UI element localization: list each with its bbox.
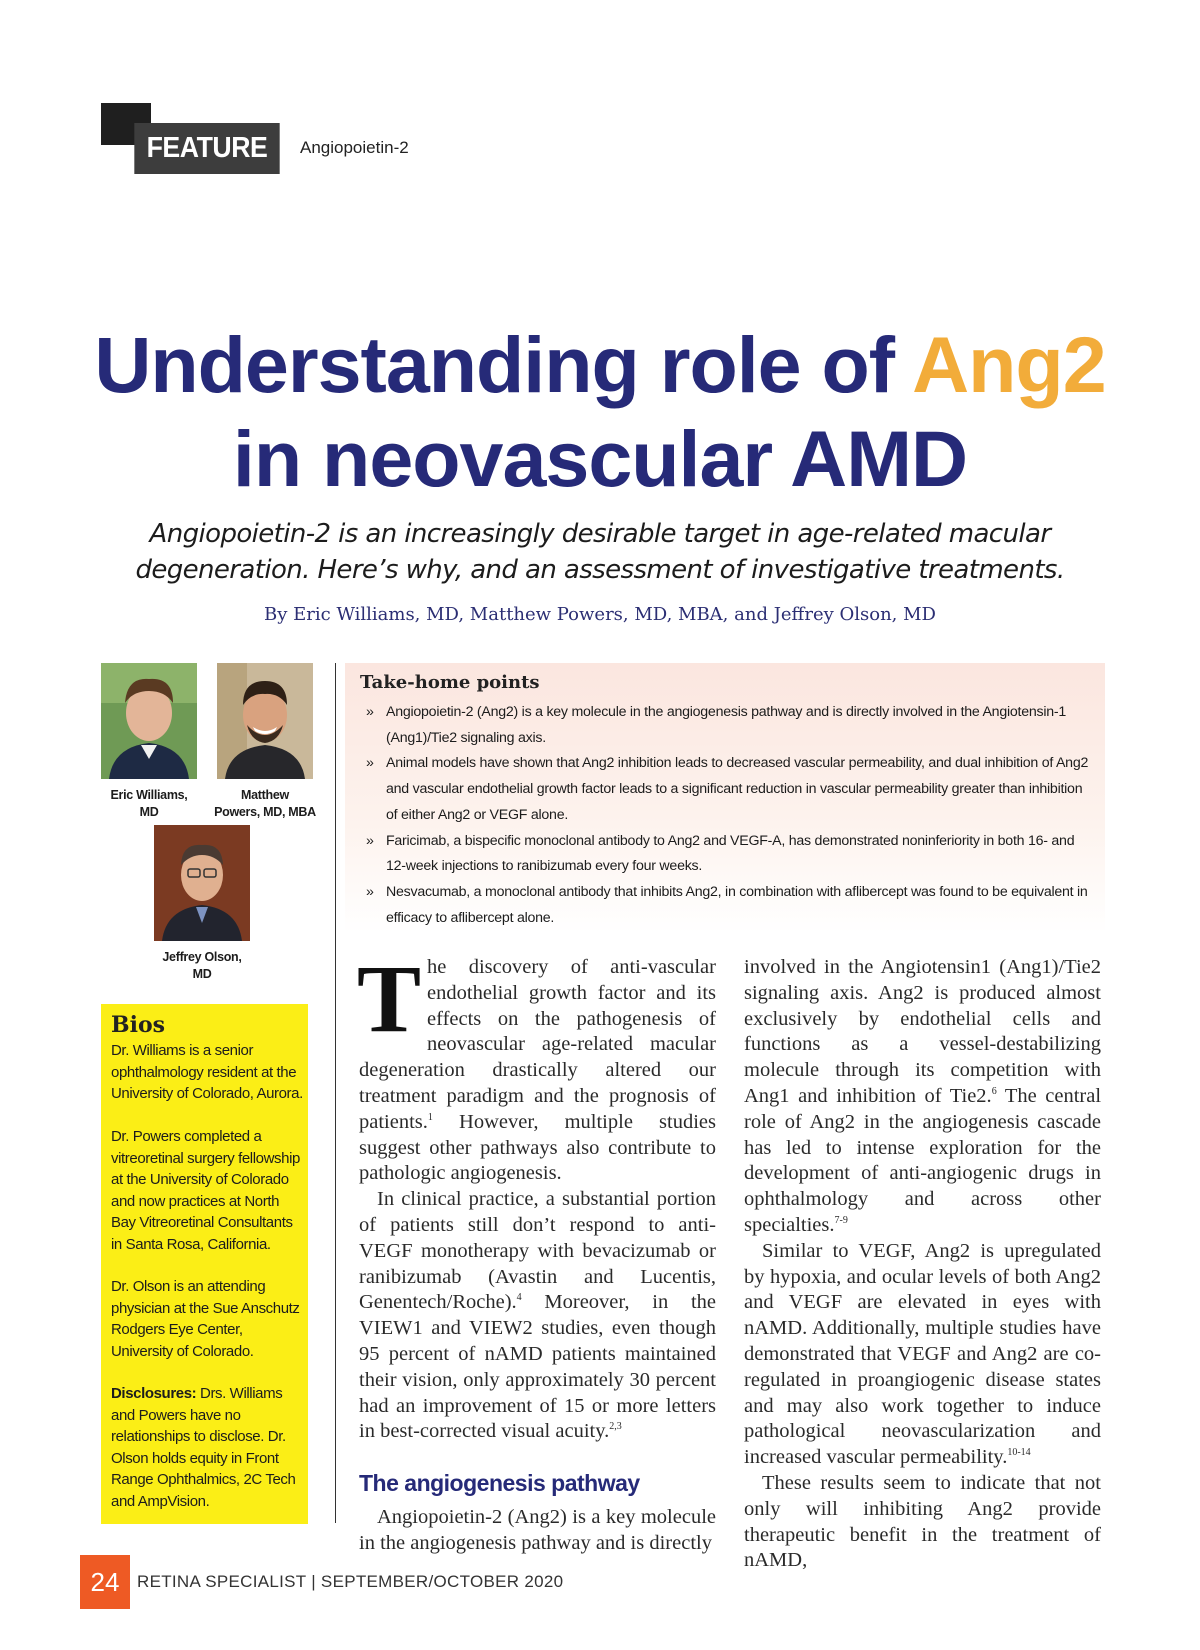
takehome-title: Take-home points bbox=[360, 672, 540, 693]
page-number: 24 bbox=[80, 1555, 130, 1609]
disclosures-text: Drs. Williams and Powers have no relationships to disclose. Dr. Olson holds equity in Front Range Ophthalmics, 2C Tech and AmpVision. bbox=[111, 1385, 296, 1510]
section-topic: Angiopoietin-2 bbox=[300, 138, 409, 157]
title-part1: Understanding role of bbox=[94, 320, 913, 409]
byline: By Eric Williams, MD, Matthew Powers, MD, MBA, and Jeffrey Olson, MD bbox=[264, 604, 936, 625]
author-caption-powers: Matthew Powers, MD, MBA bbox=[214, 788, 316, 819]
column-divider bbox=[335, 663, 336, 1523]
article-deck: Angiopoietin-2 is an increasingly desirable target in age-related macular degeneration. Here’s why, and an assessment of investigative treatments. bbox=[135, 519, 1065, 585]
bio-williams: Dr. Williams is a senior ophthalmology resident at the University of Colorado, Aurora. bbox=[111, 1042, 303, 1102]
body-paragraph: Angiopoietin-2 (Ang2) is a key molecule in the angiogenesis pathway and is directly bbox=[359, 1506, 716, 1554]
title-accent: Ang2 bbox=[912, 320, 1106, 409]
bio-powers: Dr. Powers completed a vitreoretinal surgery fellowship at the University of Colorado and now practices at North Bay Vitreoretinal Consultants in Santa Rosa, California. bbox=[111, 1128, 300, 1253]
publication-footer: RETINA SPECIALIST | SEPTEMBER/OCTOBER 2020 bbox=[137, 1572, 564, 1591]
bios-title: Bios bbox=[111, 1012, 166, 1038]
author-caption-olson: Jeffrey Olson, MD bbox=[162, 950, 242, 981]
body-paragraph: These results seem to indicate that not only will inhibiting Ang2 provide therapeutic benefit in the treatment of nAMD, bbox=[744, 1471, 1101, 1572]
section-tag: FEATURE bbox=[134, 123, 279, 174]
drop-cap: T bbox=[357, 945, 422, 1052]
title-line2: in neovascular AMD bbox=[232, 414, 968, 503]
author-photo-williams bbox=[101, 663, 197, 779]
author-caption-williams: Eric Williams, MD bbox=[110, 788, 188, 819]
takehome-point: » Animal models have shown that Ang2 inhibition leads to decreased vascular permeability, and dual inhibition of Ang2 and vascular endothelial growth factor leads to a significant reduction in vascular permeability greater than inhibition of either Ang2 or VEGF alone. bbox=[366, 755, 1089, 823]
section-subhead: The angiogenesis pathway bbox=[359, 1470, 640, 1497]
body-paragraph: involved in the Angiotensin1 (Ang1)/Tie2 signaling axis. Ang2 is produced almost exclusively by endothelial cells and functions as a vessel-destabilizing molecule through its competition with Ang1 and inhibition of Tie2.$^6$ The central role of Ang2 in the angiogenesis cascade has led to intense exploration for the development of anti-angiogenic drugs in ophthalmology and across other specialties.$^{7-9}$ bbox=[744, 956, 1102, 1236]
takehome-point: » Angiopoietin-2 (Ang2) is a key molecule in the angiogenesis pathway and is directly involved in the Angiotensin-1 (Ang1)/Tie2 signaling axis. bbox=[366, 704, 1066, 746]
body-paragraph: In clinical practice, a substantial portion of patients still don’t respond to anti-VEGF monotherapy with bevacizumab or ranibizumab (Avastin and Lucentis, Genentech/Roche).$^4$ Moreover, in the VIEW1 and VIEW2 studies, even though 95 percent of nAMD patients maintained their vision, only approximately 30 percent had an improvement of 15 or more letters in best-corrected visual acuity.$^{2,3}$ bbox=[359, 1188, 716, 1443]
author-photo-olson bbox=[154, 825, 250, 941]
body-column-1 bbox=[357, 945, 716, 1557]
author-photo-powers bbox=[217, 663, 313, 779]
takehome-point: » Faricimab, a bispecific monoclonal antibody to Ang2 and VEGF-A, has demonstrated noninferiority in both 16- and 12-week injections to ranibizumab every four weeks. bbox=[366, 832, 1075, 875]
body-paragraph: The discovery of anti-vascular endothelial growth factor and its effects on the pathogenesis of neovascular age-related macular degeneration drastically altered our treatment paradigm and the prognosis of patients.$^1$ However, multiple studies suggest other pathways also contribute to pathologic angiogenesis. bbox=[357, 945, 716, 1185]
article-title bbox=[60, 318, 1140, 506]
takehome-point: » Nesvacumab, a monoclonal antibody that inhibits Ang2, in combination with aflibercept was found to be equivalent in efficacy to aflibercept alone. bbox=[366, 883, 1088, 926]
disclosures-label: Disclosures: bbox=[111, 1385, 197, 1402]
disclosures bbox=[111, 1383, 303, 1512]
bio-olson: Dr. Olson is an attending physician at the Sue Anschutz Rodgers Eye Center, University of Colorado. bbox=[111, 1278, 300, 1360]
body-paragraph: Similar to VEGF, Ang2 is upregulated by hypoxia, and ocular levels of both Ang2 and VEGF are elevated in eyes with nAMD. Additionally, multiple studies have demonstrated that VEGF and Ang2 are co-regulated in proangiogenic disease states and may also work together to induce pathological neovascularization and increased vascular permeability.$^{10-14}$ bbox=[744, 1239, 1101, 1469]
body-column-2 bbox=[744, 955, 1101, 1574]
takehome-list bbox=[362, 700, 1092, 931]
